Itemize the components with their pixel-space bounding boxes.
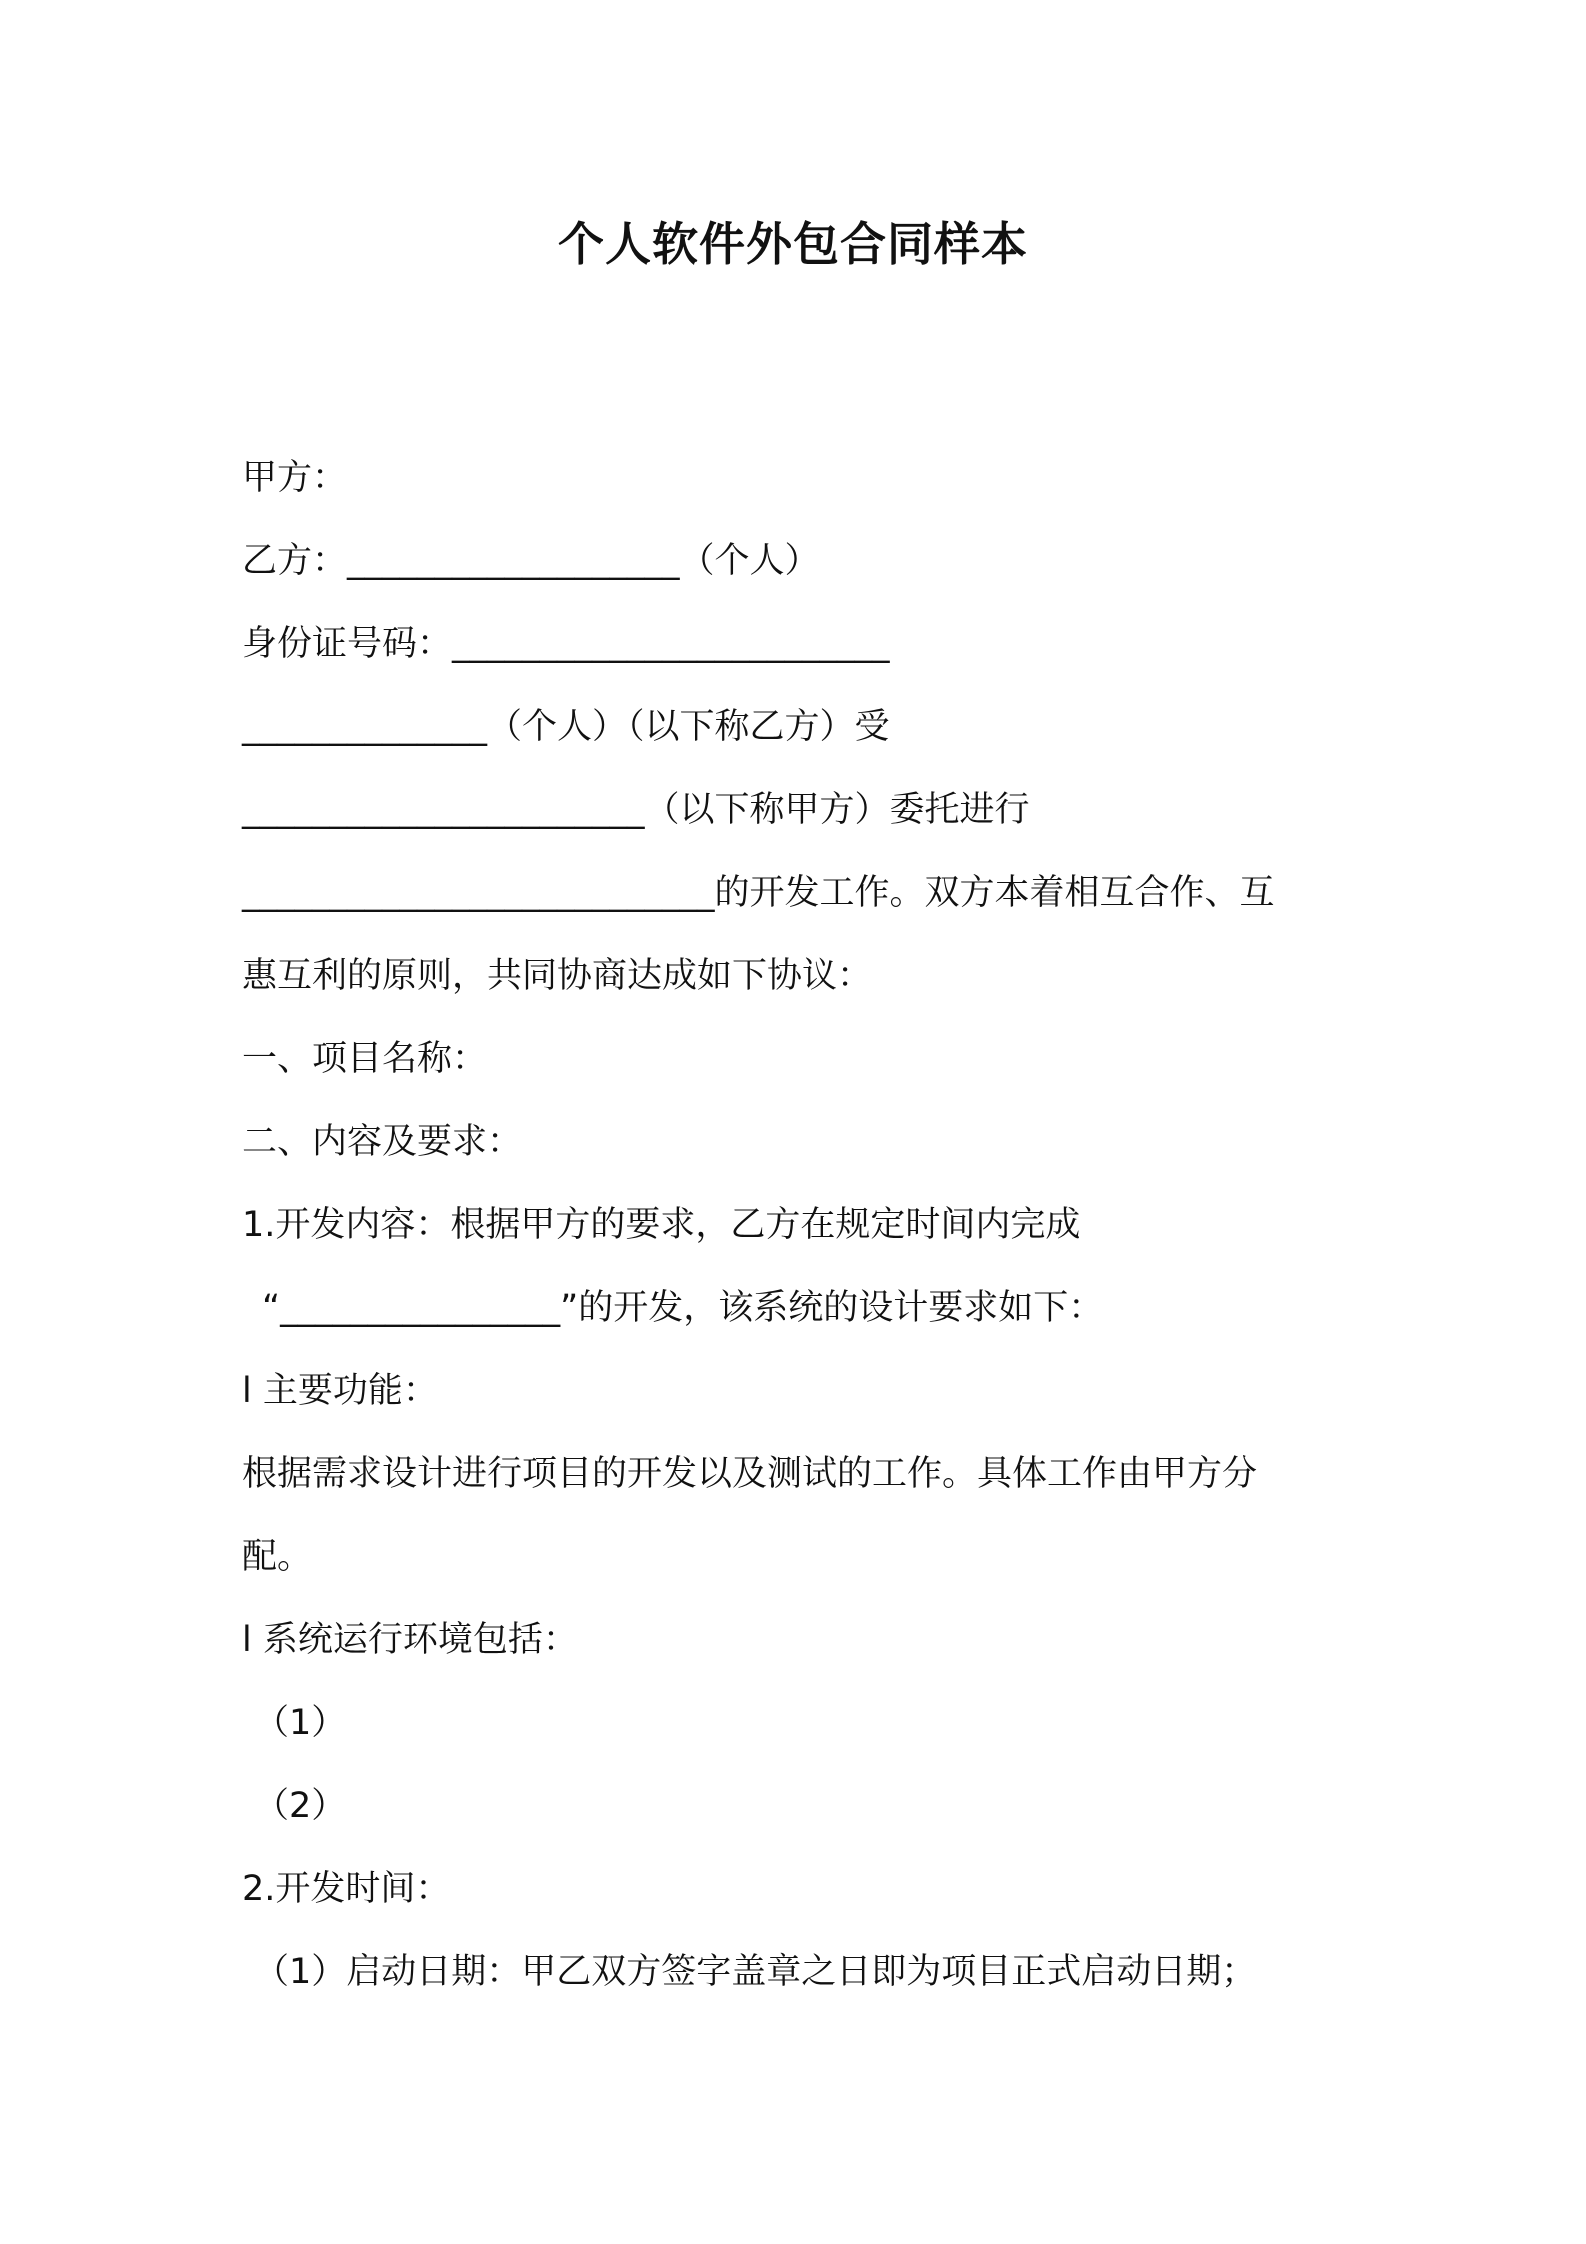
id-number-line: 身份证号码：_________________________ (242, 624, 890, 664)
bullet-main-functions: l 主要功能： (242, 1371, 438, 1411)
clause-development-time: 2.开发时间： (242, 1869, 451, 1909)
bullet-runtime-environment: l 系统运行环境包括： (242, 1620, 578, 1660)
intro-line-3: ___________________________的开发工作。双方本着相互合作、互 (242, 873, 1275, 913)
party-a-line: 甲方： (242, 458, 348, 498)
clause-design-requirements: “________________”的开发，该系统的设计要求如下： (262, 1288, 1104, 1328)
functions-text-line-2: 配。 (242, 1537, 313, 1577)
section-content-requirements: 二、内容及要求： (242, 1122, 523, 1162)
clause-development-content: 1.开发内容：根据甲方的要求，乙方在规定时间内完成 (242, 1205, 1081, 1245)
intro-line-1: ______________（个人）（以下称乙方）受 (242, 707, 890, 747)
time-item-start-date: （1）启动日期：甲乙双方签字盖章之日即为项目正式启动日期； (254, 1952, 1257, 1992)
environment-item-2: （2） (254, 1786, 347, 1826)
intro-line-4: 惠互利的原则，共同协商达成如下协议： (242, 956, 873, 996)
environment-item-1: （1） (254, 1703, 347, 1743)
party-b-line: 乙方：___________________（个人） (242, 541, 820, 581)
section-project-name: 一、项目名称： (242, 1039, 488, 1079)
document-title: 个人软件外包合同样本 (558, 217, 1028, 271)
intro-line-2: _______________________（以下称甲方）委托进行 (242, 790, 1030, 830)
functions-text-line-1: 根据需求设计进行项目的开发以及测试的工作。具体工作由甲方分 (242, 1454, 1258, 1494)
